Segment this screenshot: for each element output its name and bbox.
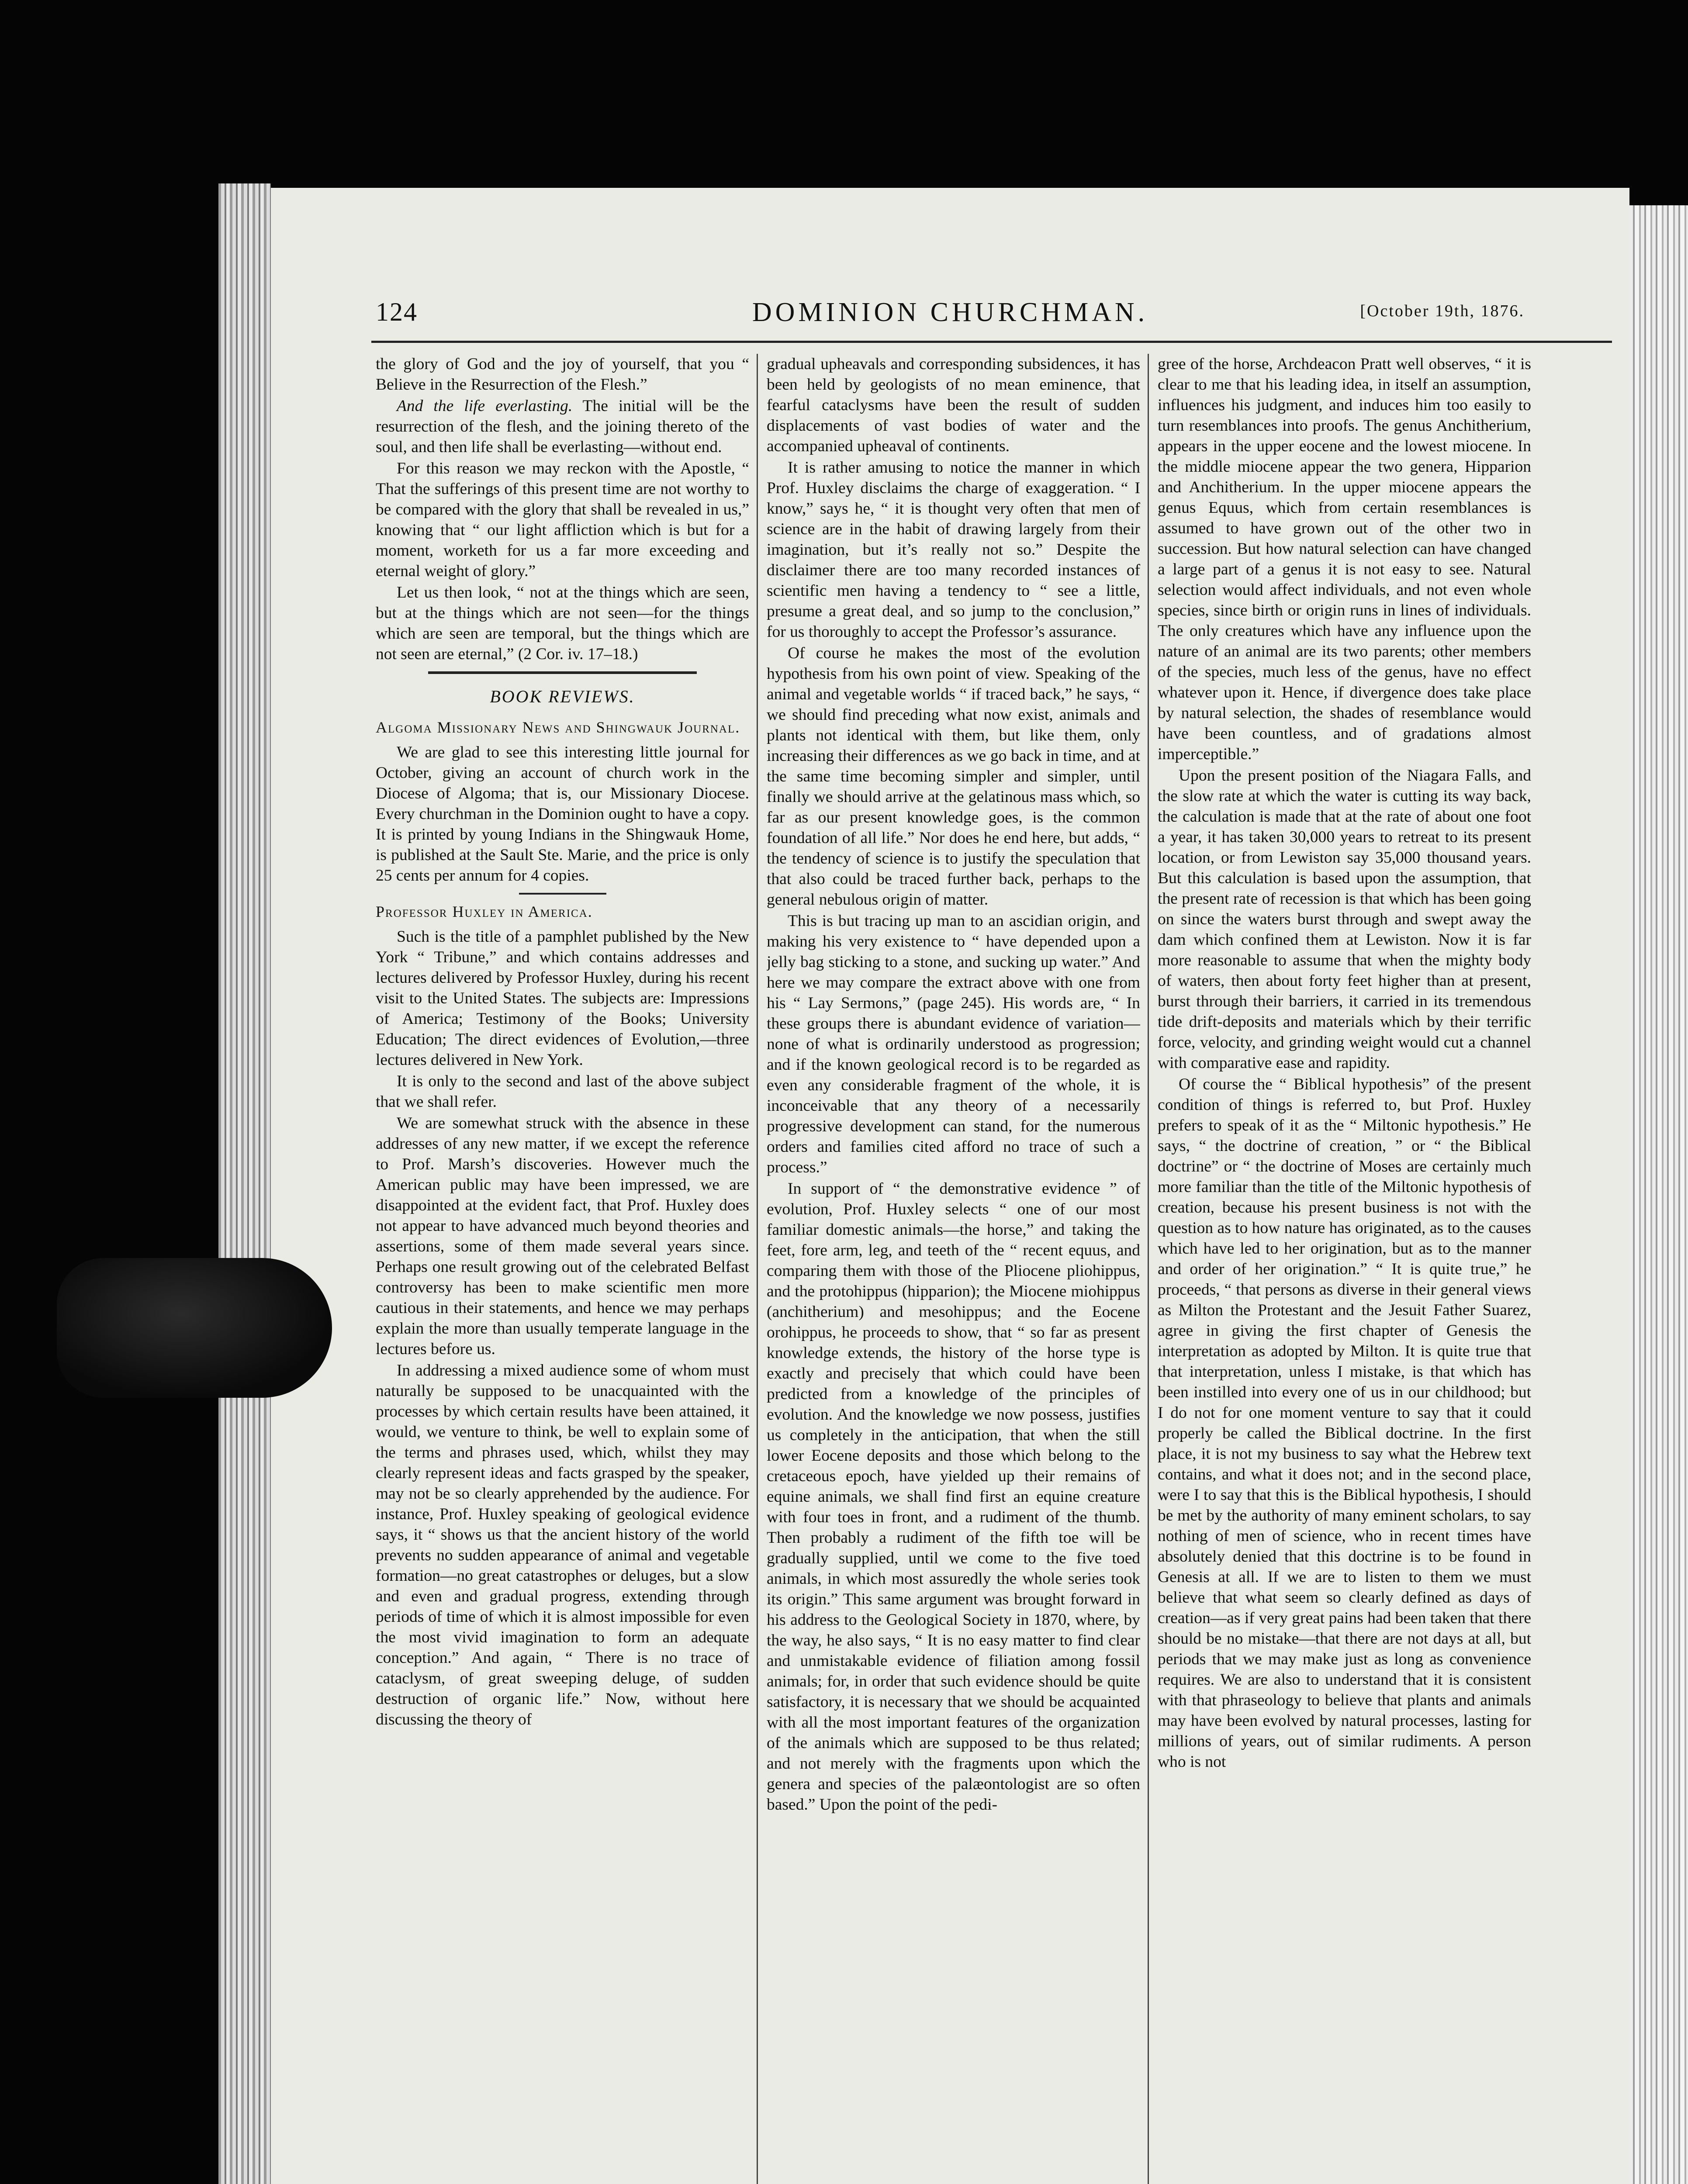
paragraph: Upon the present position of the Niagara Falls, and the slow rate at which the water is cutting its way back, the calculation is made that at the rate of about one foot a year, it has taken 30,000 years to retreat to its present location, or from Lewiston say 35,000 thousand years. But this calculation is based upon the assumption, that the present rate of recession is that which has been going on since the waters burst through and swept away the dam which confined them at Lewiston. Now it is far more reasonable to assume that when the mighty body of waters, then about forty feet higher than at present, burst through their barriers, it carried in its tremendous tide drift-deposits and materials which by their terrific force, velocity, and grinding weight would cut a channel with comparative ease and rapidity.: [1158, 767, 1531, 1072]
paragraph: Of course the “ Biblical hypothesis” of the present condition of things is referred to, but Prof. Huxley prefers to speak of it as the “ Miltonic hypothesis.” He says, “ the doctrine of creation, ” or “ the Biblical doctrine” or “ the doctrine of Moses are certainly much more familiar than the title of the Miltonic hypothesis of creation, because his present business is not with the question as to how nature has originated, as to the causes which have led to her origination, but as to the manner and order of her origination.” “ It is quite true,” he proceeds, “ that persons as diverse in their general views as Milton the Protestant and the Jesuit Father Suarez, agree in giving the first chapter of Genesis the interpretation as adopted by Milton. It is quite true that that interpretation, unless I mistake, is that which has been instilled into every one of us in our childhood; but I do not for one moment venture to say that it could properly be called the Biblical doctrine. In the first place, it is not my business to say what the Hebrew text contains, and what it does not; and in the second place, were I to say that this is the Biblical hypothesis, I should be met by the authority of many eminent scholars, to say nothing of men of science, who in recent times have absolutely denied that this doctrine is to be found in Genesis at all. If we are to listen to them we must believe that what seem so clearly defined as days of creation—as if very great pains had been taken that there should be no mistake—that there are not days at all, but periods that we may make just as long as convenience requires. We are also to understand that it is consistent with that phraseology to believe that plants and animals may have been evolved by natural processes, lasting for millions of years, out of similar rudiments. A person who is not: [1158, 1075, 1531, 1771]
article-rule: [519, 893, 606, 895]
column-1: [376, 354, 749, 2184]
paragraph: Such is the title of a pamphlet published by the New York “ Tribune,” and which contains addresses and lectures delivered by Professor Huxley, during his recent visit to the United States. The subjects are: Impressions of America; Testimony of the Books; University Education; The direct evidences of Evolution,—three lectures delivered in New York.: [376, 928, 749, 1069]
dateline: [October 19th, 1876.: [1360, 302, 1525, 320]
paragraph-text: The initial will be the resurrection of the flesh, and the joining thereto of the soul, and then life shall be everlasting—without end.: [376, 397, 749, 456]
finger-shadow: [57, 1258, 332, 1398]
paragraph: It is only to the second and last of the above subject that we shall refer.: [376, 1072, 749, 1111]
header-rule: [371, 341, 1612, 343]
paragraph: Of course he makes the most of the evolution hypothesis from his own point of view. Speaking of the animal and vegetable worlds “ if traced back,” he says, “ we should find preceding what now exist, animals and plants not identical with them, but like them, only increasing their differences as we go back in time, and at the same time becoming simpler and simpler, until finally we should arrive at the gelatinous mass which, so far as our present knowledge goes, is the common foundation of all life.” Nor does he end here, but adds, “ the tendency of science is to justify the speculation that that also could be traced further back, perhaps to the general nebulous origin of matter.: [767, 644, 1140, 909]
italic-lead: And the life everlasting.: [397, 397, 573, 415]
paragraph: the glory of God and the joy of yourself, that you “ Believe in the Resurrection of the Flesh.”: [376, 355, 749, 394]
paragraph: Let us then look, “ not at the things which are seen, but at the things which are not seen—for the things which are seen are temporal, but the things which are not seen are eternal,” (2 Cor. iv. 17–18.): [376, 584, 749, 663]
paragraph: For this reason we may reckon with the Apostle, “ That the sufferings of this present time are not worthy to be compared with the glory that shall be revealed in us,” knowing that “ our light affliction which is but for a moment, worketh for us a far more exceeding and eternal weight of glory.”: [376, 460, 749, 580]
page-number: 124: [376, 297, 418, 326]
article-heading: Algoma Missionary News and Shingwauk Journal.: [376, 719, 740, 736]
masthead: DOMINION CHURCHMAN.: [752, 297, 1148, 327]
column-2: [767, 354, 1140, 2184]
page-header: [271, 297, 1629, 345]
article-heading: Professor Huxley in America.: [376, 903, 593, 920]
right-page-edges: [1629, 205, 1688, 2184]
newspaper-page: [271, 188, 1629, 2184]
paragraph: It is rather amusing to notice the manner in which Prof. Huxley disclaims the charge of exaggeration. “ I know,” says he, “ it is thought very often that men of science are in the habit of drawing largely from their imagination, but it’s really not so.” Despite the disclaimer there are too many recorded instances of scientific men having a tendency to “ see a little, presume a great deal, and so jump to the conclusion,” for us thoroughly to accept the Professor’s assurance.: [767, 459, 1140, 641]
section-rule: [428, 671, 697, 674]
paragraph: We are glad to see this interesting little journal for October, giving an account of church work in the Diocese of Algoma; that is, our Missionary Diocese. Every churchman in the Dominion ought to have a copy. It is printed by young Indians in the Shingwauk Home, is published at the Sault Ste. Marie, and the price is only 25 cents per annum for 4 copies.: [376, 743, 749, 885]
paragraph: [376, 396, 749, 457]
section-title: BOOK REVIEWS.: [490, 687, 635, 706]
paragraph: gradual upheavals and corresponding subsidences, it has been held by geologists of no mean eminence, that fearful cataclysms have been the result of sudden displacements of vast bodies of water and the accompanied upheaval of continents.: [767, 355, 1140, 455]
paragraph: This is but tracing up man to an ascidian origin, and making his very existence to “ have depended upon a jelly bag sticking to a stone, and sucking up water.” And here we may compare the extract above with one from his “ Lay Sermons,” (page 245). His words are, “ In these groups there is abundant evidence of variation—none of what is ordinarily understood as progression; and if the known geological record is to be regarded as even any considerable fragment of the whole, it is inconceivable that any theory of a necessarily progressive development can stand, for the numerous orders and families cited afford no trace of such a process.”: [767, 912, 1140, 1176]
paragraph: gree of the horse, Archdeacon Pratt well observes, “ it is clear to me that his leading idea, in itself an assumption, influences his judgment, and induces him too easily to turn resemblances into proofs. The genus Anchitherium, appears in the upper eocene and the lowest miocene. In the middle miocene appear the two genera, Hipparion and Anchitherium. In the upper miocene appears the genus Equus, which from certain resemblances is assumed to have grown out of the other two in succession. But how natural selection can have changed a large part of a genus it is not easy to see. Natural selection would affect individuals, and not even whole species, since birth or origin runs in lines of individuals. The only creatures which have any influence upon the nature of an animal are its two parents; other members of the species, much less of the genus, have no effect whatever upon it. Hence, if divergence does take place by natural selection, the shades of resemblance would have been countless, and of gradations almost imperceptible.”: [1158, 355, 1531, 763]
column-rule: [1148, 354, 1149, 2184]
paragraph: In addressing a mixed audience some of whom must naturally be supposed to be unacquainted with the processes by which certain results have been attained, it would, we venture to think, be well to explain some of the terms and phrases used, which, whilst they may clearly represent ideas and facts grasped by the speaker, may not be so clearly apprehended by the audience. For instance, Prof. Huxley speaking of geological evidence says, it “ shows us that the ancient history of the world prevents no sudden appearance of animal and vegetable formation—no great catastrophes or deluges, but a slow and even and gradual progress, extending through periods of time of which it is almost impossible for even the most vivid imagination to form an adequate conception.” And again, “ There is no trace of cataclysm, of great sweeping deluge, of sudden destruction of organic life.” Now, without here discussing the theory of: [376, 1362, 749, 1728]
column-3: [1158, 354, 1531, 2184]
left-page-edges: [218, 183, 271, 2184]
paragraph: In support of “ the demonstrative evidence ” of evolution, Prof. Huxley selects “ one of our most familiar domestic animals—the horse,” and taking the feet, fore arm, leg, and teeth of the “ recent equus, and comparing them with those of the Pliocene pliohippus, and the protohippus (hipparion); the Miocene miohippus (anchitherium) and mesohippus; and the Eocene orohippus, he proceeds to show, that “ so far as present knowledge extends, the history of the horse type is exactly and precisely that which could have been predicted from a knowledge of the principles of evolution. And the knowledge we now possess, justifies us completely in the anticipation, that when the still lower Eocene deposits and those which belong to the cretaceous epoch, have yielded up their remains of equine animals, we shall find first an equine creature with four toes in front, and a rudiment of the thumb. Then probably a rudiment of the fifth toe will be gradually supplied, until we come to the five toed animals, in which most assuredly the whole series took its origin.” This same argument was brought forward in his address to the Geological Society in 1870, where, by the way, he also says, “ It is no easy matter to find clear and unmistakable evidence of filiation among fossil animals; for, in order that such evidence should be quite satisfactory, it is necessary that we should be acquainted with all the most important features of the organization of the animals which are supposed to be thus related; and not merely with the fragments upon which the genera and species of the palæontologist are so often based.” Upon the point of the pedi-: [767, 1180, 1140, 1814]
paragraph: We are somewhat struck with the absence in these addresses of any new matter, if we except the reference to Prof. Marsh’s discoveries. However much the American public may have been impressed, we are disappointed at the evident fact, that Prof. Huxley does not appear to have advanced much beyond theories and assertions, some of them made several years since. Perhaps one result growing out of the celebrated Belfast controversy has been to make scientific men more cautious in their statements, and hence we may perhaps explain the more than usually temperate language in the lectures before us.: [376, 1114, 749, 1358]
column-rule: [757, 354, 758, 2184]
